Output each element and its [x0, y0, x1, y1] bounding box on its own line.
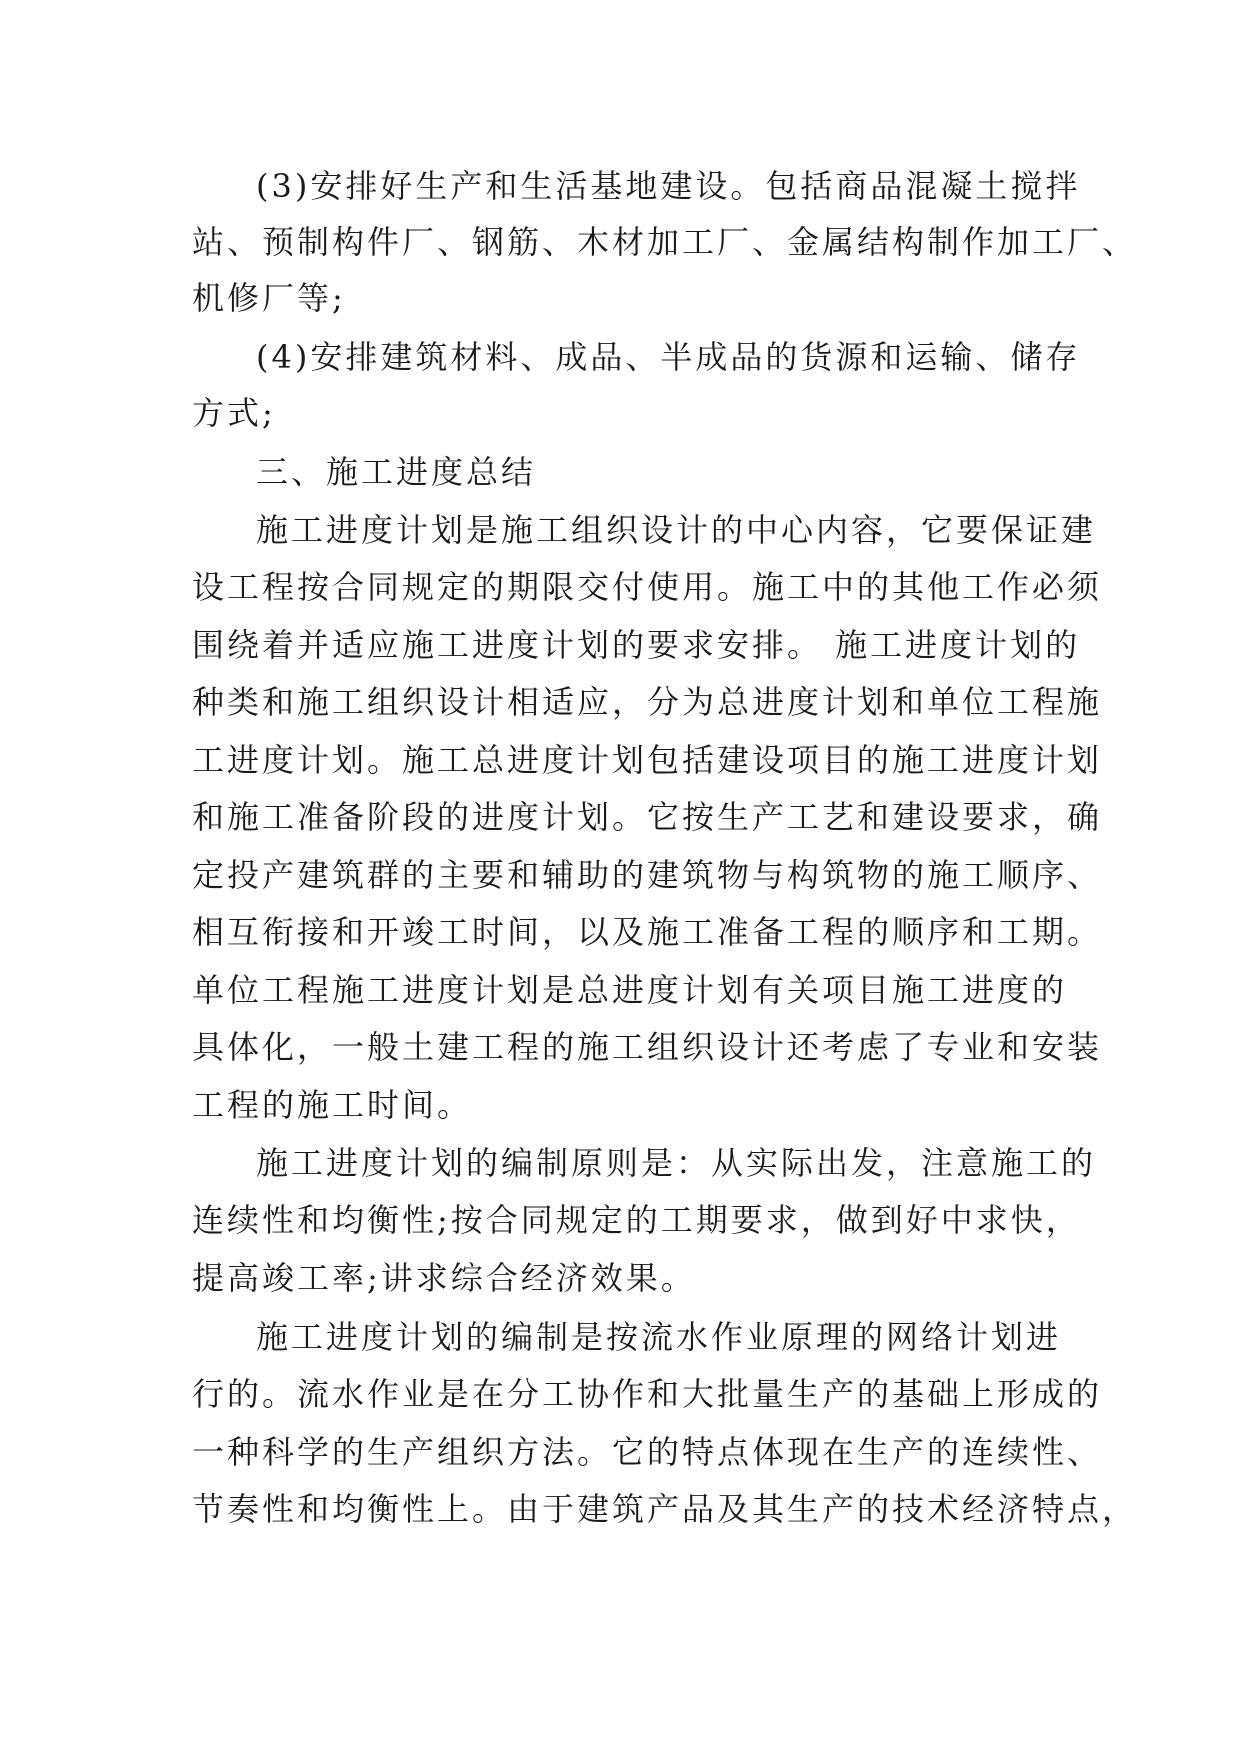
paragraph-line: 单位工程施工进度计划是总进度计划有关项目施工进度的	[192, 971, 1068, 1009]
paragraph-line: 围绕着并适应施工进度计划的要求安排。 施工进度计划的	[192, 626, 1081, 664]
paragraph-line: 节奏性和均衡性上。由于建筑产品及其生产的技术经济特点，	[192, 1490, 1138, 1528]
paragraph-line: 工进度计划。施工总进度计划包括建设项目的施工进度计划	[192, 741, 1103, 779]
paragraph-line: (4)安排建筑材料、成品、半成品的货源和运输、储存	[256, 338, 1081, 376]
paragraph-line: 施工进度计划的编制原则是：从实际出发，注意施工的	[256, 1144, 1097, 1182]
paragraph-line: 种类和施工组织设计相适应，分为总进度计划和单位工程施	[192, 683, 1103, 721]
paragraph-line: 方式;	[192, 394, 276, 432]
paragraph-line: 和施工准备阶段的进度计划。它按生产工艺和建设要求，确	[192, 798, 1103, 836]
paragraph-line: 定投产建筑群的主要和辅助的建筑物与构筑物的施工顺序、	[192, 856, 1103, 894]
paragraph-line: 相互衔接和开竣工时间，以及施工准备工程的顺序和工期。	[192, 913, 1103, 951]
paragraph-line: (3)安排好生产和生活基地建设。包括商品混凝土搅拌	[256, 167, 1081, 205]
paragraph-line: 具体化，一般土建工程的施工组织设计还考虑了专业和安装	[192, 1028, 1103, 1066]
section-heading: 三、施工进度总结	[256, 453, 537, 491]
paragraph-line: 施工进度计划的编制是按流水作业原理的网络计划进	[256, 1318, 1062, 1356]
paragraph-line: 行的。流水作业是在分工协作和大批量生产的基础上形成的	[192, 1375, 1103, 1413]
paragraph-line: 设工程按合同规定的期限交付使用。施工中的其他工作必须	[192, 568, 1103, 606]
paragraph-line: 施工进度计划是施工组织设计的中心内容，它要保证建	[256, 511, 1097, 549]
paragraph-line: 站、预制构件厂、钢筋、木材加工厂、金属结构制作加工厂、	[192, 223, 1138, 261]
paragraph-line: 一种科学的生产组织方法。它的特点体现在生产的连续性、	[192, 1433, 1103, 1471]
paragraph-line: 连续性和均衡性;按合同规定的工期要求，做到好中求快，	[192, 1201, 1081, 1239]
paragraph-line: 机修厂等;	[192, 279, 346, 317]
paragraph-line: 工程的施工时间。	[192, 1086, 473, 1124]
paragraph-line: 提高竣工率;讲求综合经济效果。	[192, 1259, 696, 1297]
